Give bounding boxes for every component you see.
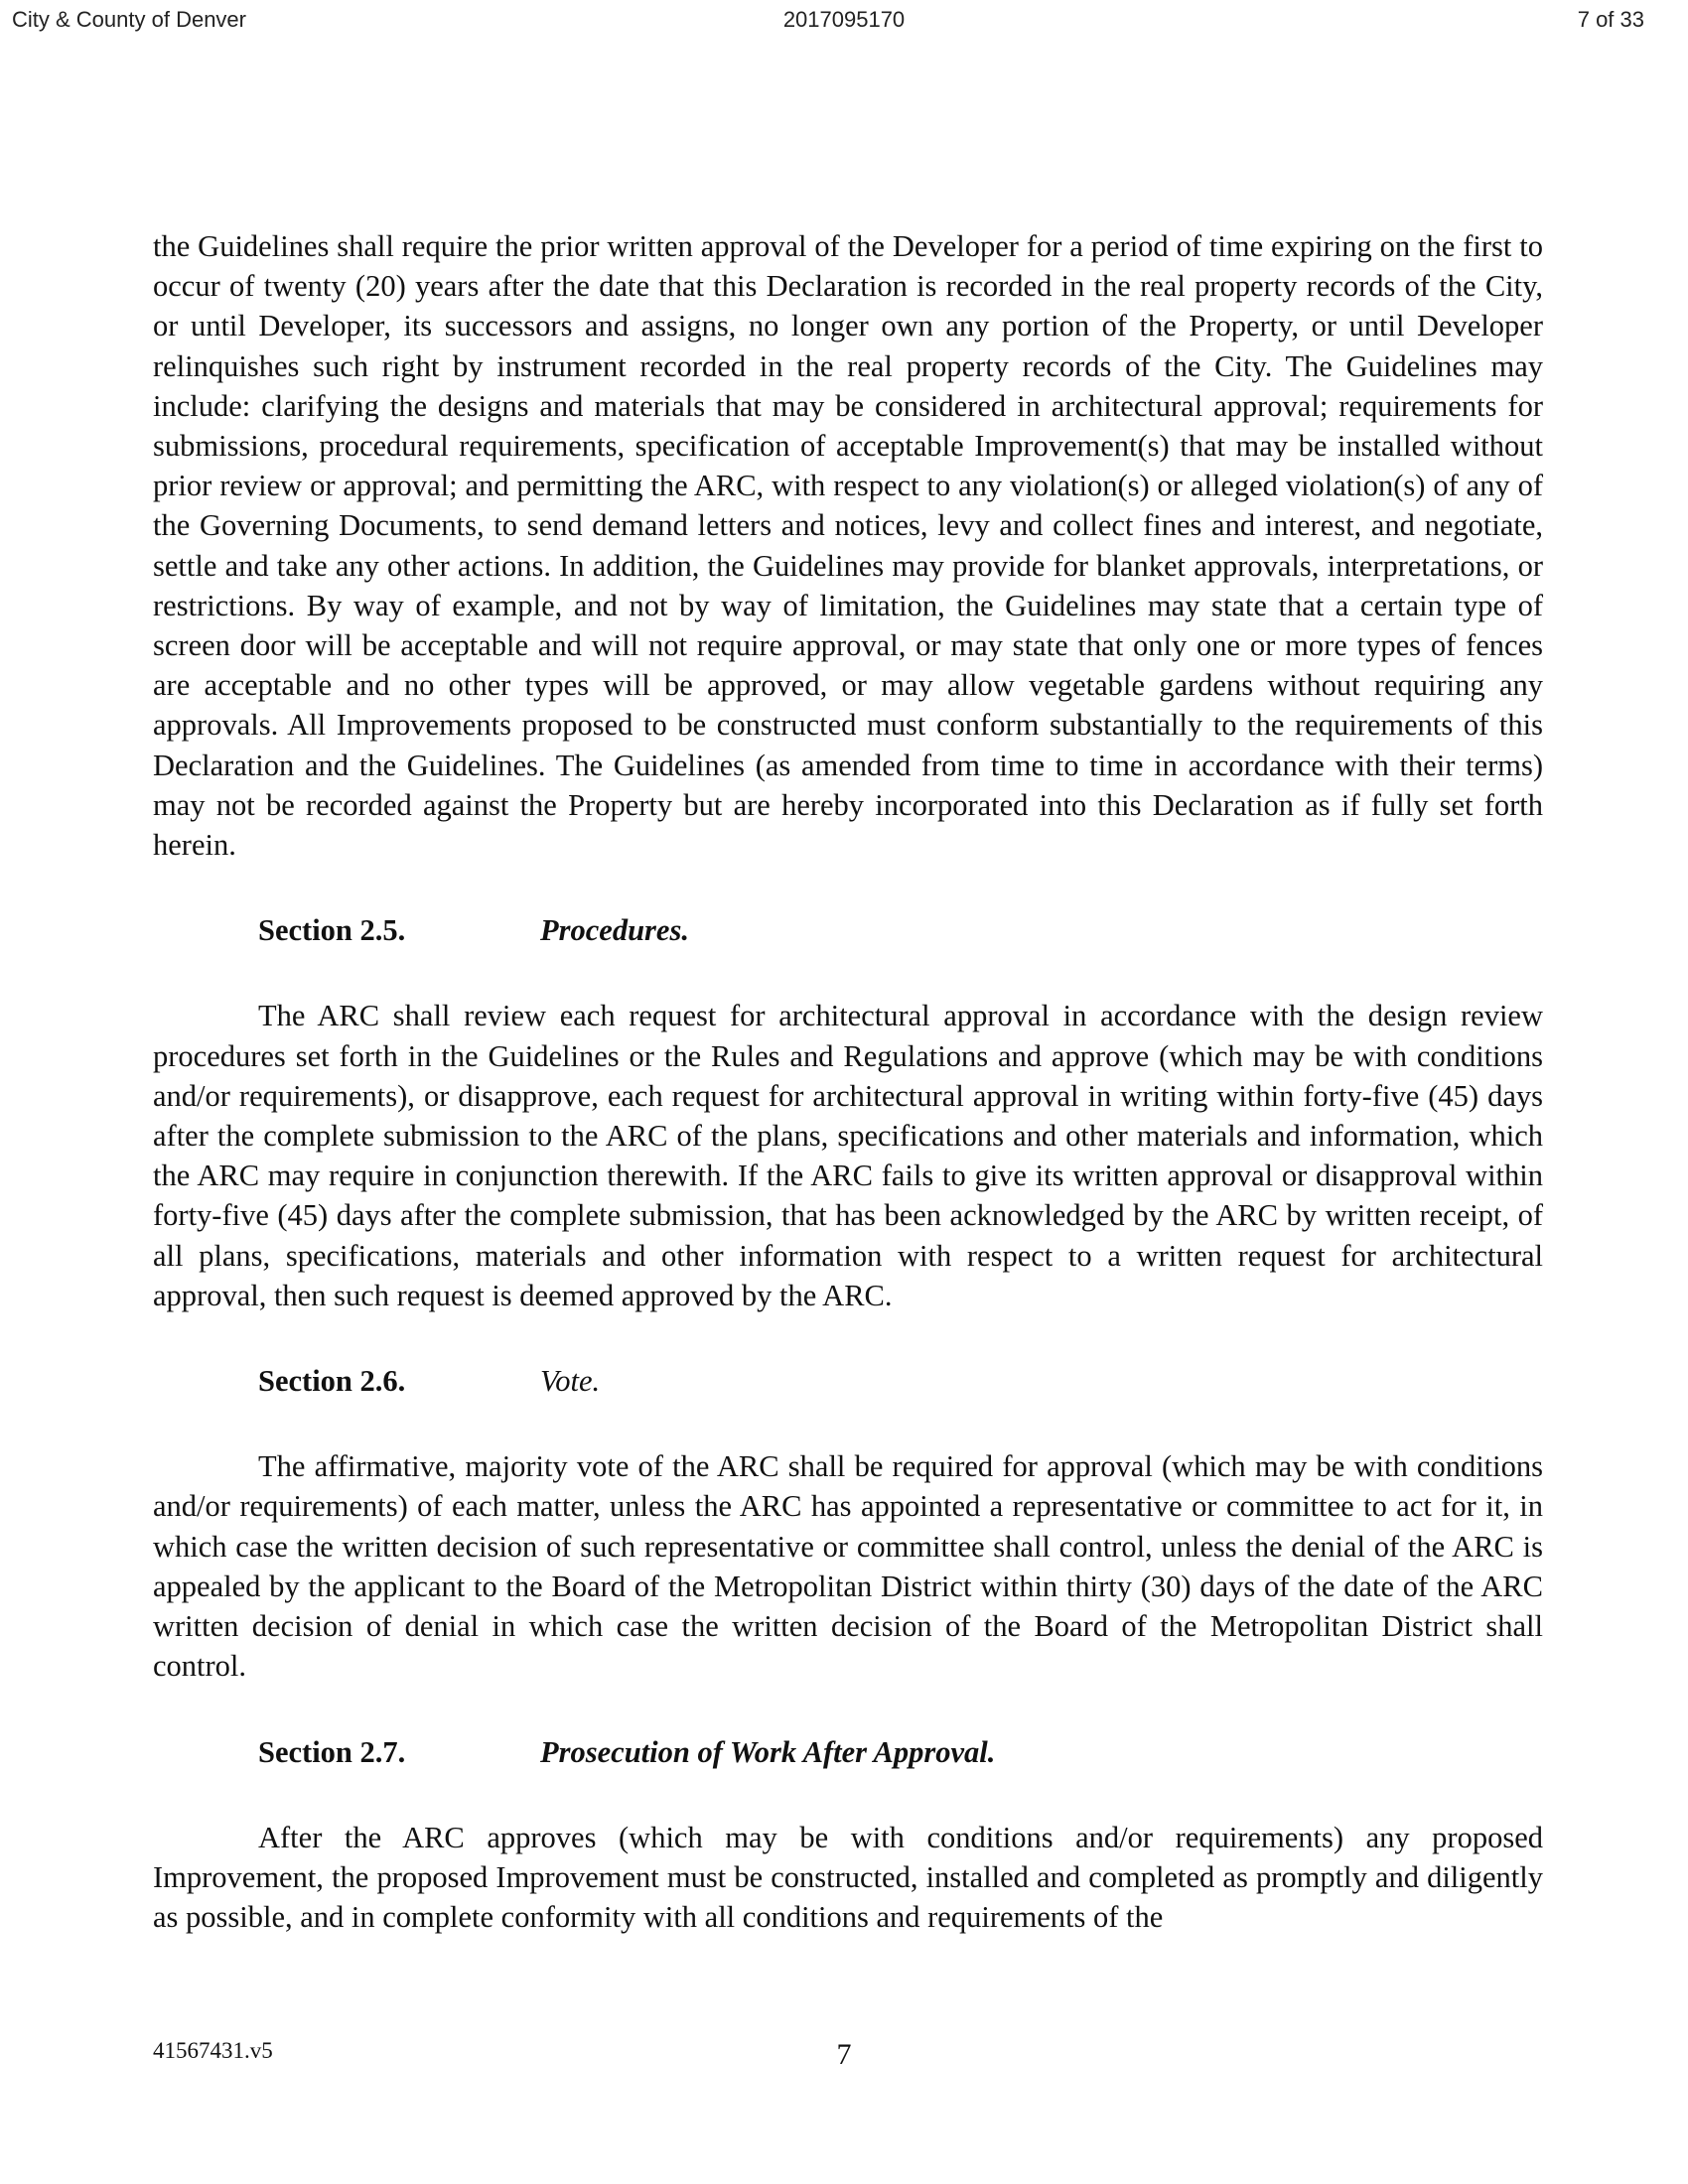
section-title: Vote. [540, 1364, 601, 1399]
header-county: City & County of Denver [12, 7, 246, 32]
section-heading-2-5 [153, 910, 1543, 950]
header-page-count: 7 of 33 [1577, 7, 1644, 32]
section-number: Section 2.7. [258, 1734, 406, 1769]
section-heading-2-6 [153, 1361, 1543, 1401]
section-number: Section 2.6. [258, 1364, 406, 1399]
footer-page-number: 7 [836, 2038, 852, 2071]
header-reception-number: 2017095170 [782, 7, 906, 32]
paragraph-procedures: The ARC shall review each request for architectural approval in accordance with the design review procedures set forth in the Guidelines or the Rules and Regulations and approve (which may be with conditions and/or requirements), or disapprove, each request for architectural approval in writing within forty-five (45) days after the complete submission to the ARC of the plans, specifications and other materials and information, which the ARC may require in conjunction therewith. If the ARC fails to give its written approval or disapproval within forty-five (45) days after the complete submission, that has been acknowledged by the ARC by written receipt, of all plans, specifications, materials and other information with respect to a written request for architectural approval, then such request is deemed approved by the ARC. [153, 999, 1543, 1312]
footer-document-id: 41567431.v5 [153, 2038, 273, 2063]
page-header [0, 0, 1688, 40]
section-title: Prosecution of Work After Approval. [540, 1734, 996, 1769]
section-heading-2-7 [153, 1732, 1543, 1772]
paragraph-vote: The affirmative, majority vote of the ARC shall be required for approval (which may be with conditions and/or requirements) of each matter, unless the ARC has appointed a representative or committee to act for it, in which case the written decision of such representative or committee shall control, unless the denial of the ARC is appealed by the applicant to the Board of the Metropolitan District within thirty (30) days of the date of the ARC written decision of denial in which case the written decision of the Board of the Metropolitan District shall control. [153, 1449, 1543, 1684]
section-number: Section 2.5. [258, 913, 406, 948]
section-title: Procedures. [540, 913, 689, 948]
paragraph-guidelines-continued: the Guidelines shall require the prior written approval of the Developer for a period of time expiring on the first to occur of twenty (20) years after the date that this Declaration is recorded in the real property records of the City, or until Developer, its successors and assigns, no longer own any portion of the Property, or until Developer relinquishes such right by instrument recorded in the real property records of the City. The Guidelines may include: clarifying the designs and materials that may be considered in architectural approval; requirements for submissions, procedural requirements, specification of acceptable Improvement(s) that may be installed without prior review or approval; and permitting the ARC, with respect to any violation(s) or alleged violation(s) of any of the Governing Documents, to send demand letters and notices, levy and collect fines and interest, and negotiate, settle and take any other actions. In addition, the Guidelines may provide for blanket approvals, interpretations, or restrictions. By way of example, and not by way of limitation, the Guidelines may state that a certain type of screen door will be acceptable and will not require approval, or may state that only one or more types of fences are acceptable and no other types will be approved, or may allow vegetable gardens without requiring any approvals. All Improvements proposed to be constructed must conform substantially to the requirements of this Declaration and the Guidelines. The Guidelines (as amended from time to time in accordance with their terms) may not be recorded against the Property but are hereby incorporated into this Declaration as if fully set forth herein. [153, 229, 1543, 863]
paragraph-prosecution: After the ARC approves (which may be with conditions and/or requirements) any proposed Improvement, the proposed Improvement must be constructed, installed and completed as promptly and diligently as possible, and in complete conformity with all conditions and requirements of the [153, 1820, 1543, 1935]
document-body [153, 226, 1543, 1937]
